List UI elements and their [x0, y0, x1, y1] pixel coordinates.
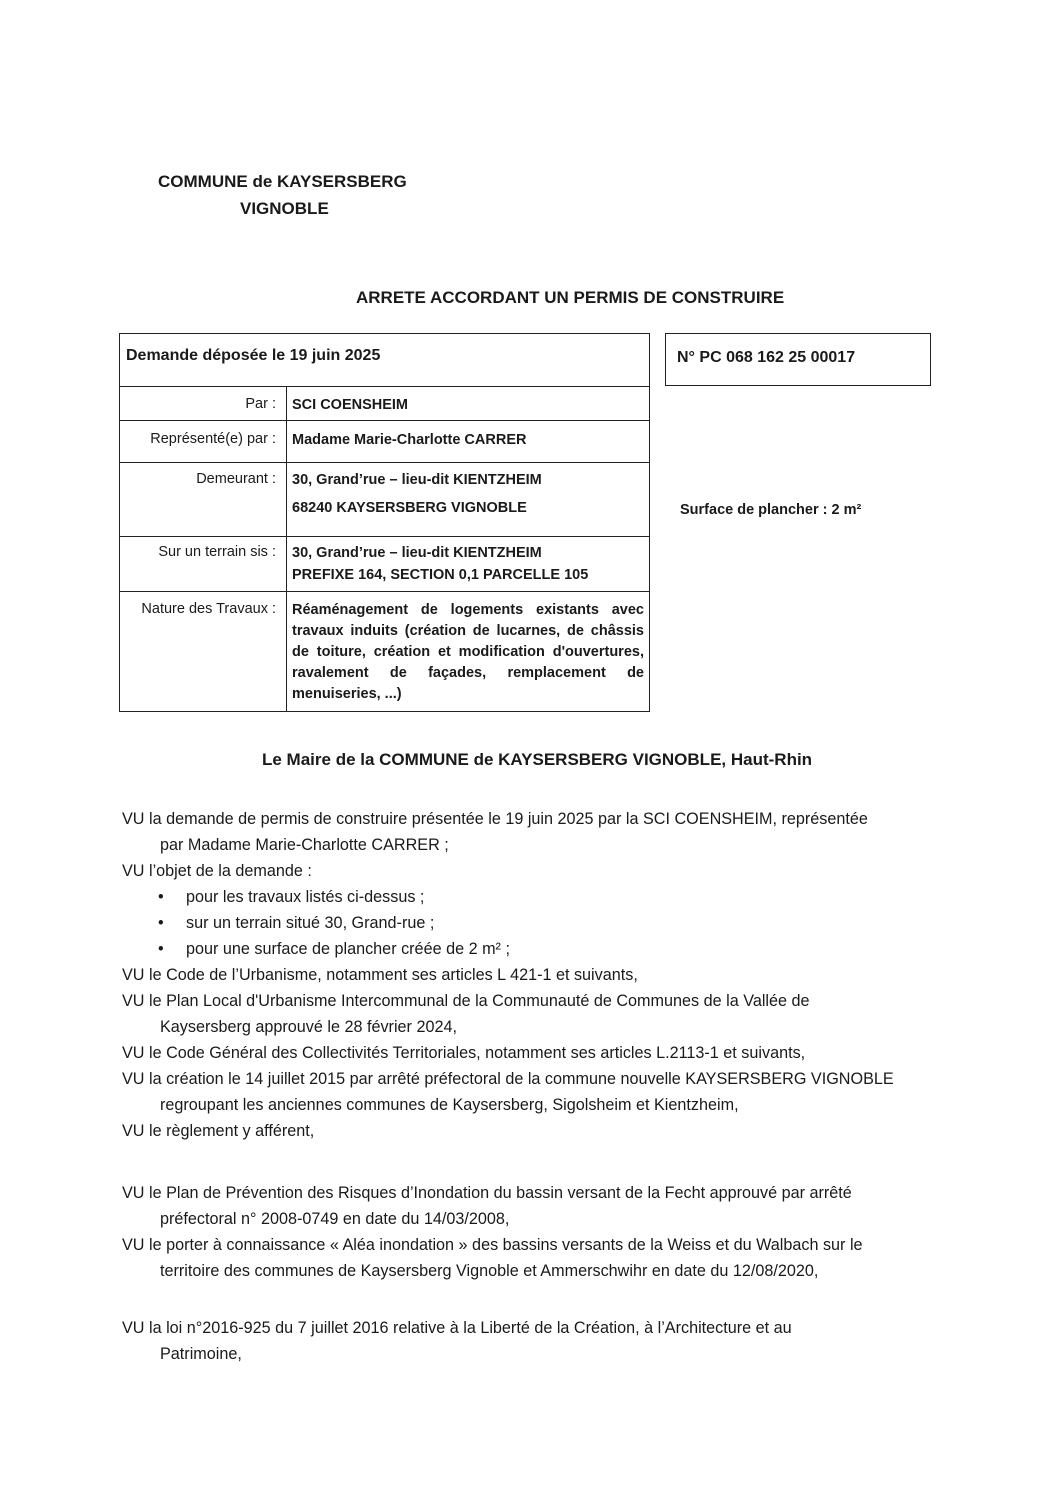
floor-surface: Surface de plancher : 2 m² — [680, 502, 862, 518]
bullet-icon: • — [158, 940, 164, 958]
row-value-land-line2: PREFIXE 164, SECTION 0,1 PARCELLE 105 — [292, 567, 589, 583]
request-table — [119, 333, 650, 712]
consideration-continuation: Kaysersberg approuvé le 28 février 2024, — [160, 1018, 457, 1036]
commune-name-line2: VIGNOBLE — [240, 199, 329, 218]
consideration-continuation: par Madame Marie-Charlotte CARRER ; — [160, 836, 449, 854]
list-item — [122, 936, 930, 962]
list-item-text: pour les travaux listés ci-dessus ; — [186, 888, 425, 906]
bullet-icon: • — [158, 914, 164, 932]
considerations-block — [122, 1315, 930, 1367]
list-item-text: pour une surface de plancher créée de 2 m² ; — [186, 940, 510, 958]
table-divider — [120, 536, 649, 537]
consideration-item: VU le Plan de Prévention des Risques d’Inondation du bassin versant de la Fecht approuvé par arrêté — [122, 1184, 852, 1202]
consideration-item: VU la création le 14 juillet 2015 par arrêté préfectoral de la commune nouvelle KAYSERSBERG VIGNOBLE — [122, 1070, 894, 1088]
consideration-continuation: territoire des communes de Kaysersberg Vignoble et Ammerschwihr en date du 12/08/2020, — [160, 1262, 819, 1280]
table-divider — [120, 462, 649, 463]
consideration-continuation: regroupant les anciennes communes de Kaysersberg, Sigolsheim et Kientzheim, — [160, 1096, 739, 1114]
commune-name — [158, 168, 407, 222]
consideration-continuation: Patrimoine, — [160, 1345, 242, 1363]
deposit-date: Demande déposée le 19 juin 2025 — [126, 347, 381, 364]
list-item — [122, 910, 930, 936]
table-column-divider — [286, 386, 287, 712]
consideration-continuation: préfectoral n° 2008-0749 en date du 14/03/2008, — [160, 1210, 510, 1228]
document-title: ARRETE ACCORDANT UN PERMIS DE CONSTRUIRE — [356, 288, 785, 307]
consideration-item: VU le Code de l’Urbanisme, notamment ses articles L 421-1 et suivants, — [122, 966, 638, 984]
permit-number: N° PC 068 162 25 00017 — [665, 333, 931, 386]
table-divider — [120, 386, 649, 387]
considerations-block — [122, 1180, 930, 1284]
mayor-heading: Le Maire de la COMMUNE de KAYSERSBERG VIGNOBLE, Haut-Rhin — [262, 750, 813, 769]
bullet-icon: • — [158, 888, 164, 906]
list-item — [122, 884, 930, 910]
table-divider — [120, 591, 649, 592]
row-value-par: SCI COENSHEIM — [292, 397, 409, 413]
consideration-item: VU la demande de permis de construire présentée le 19 juin 2025 par la SCI COENSHEIM, représentée — [122, 810, 868, 828]
row-label-par: Par : — [245, 396, 276, 412]
commune-name-line1: COMMUNE de KAYSERSBERG — [158, 172, 407, 191]
considerations-block — [122, 806, 930, 1144]
consideration-item: VU le Code Général des Collectivités Territoriales, notamment ses articles L.2113-1 et suivants, — [122, 1044, 806, 1062]
row-label-represented: Représenté(e) par : — [150, 431, 276, 447]
row-label-land: Sur un terrain sis : — [158, 544, 276, 560]
list-item-text: sur un terrain situé 30, Grand-rue ; — [186, 914, 435, 932]
consideration-item: VU l’objet de la demande : — [122, 862, 312, 880]
row-value-represented: Madame Marie-Charlotte CARRER — [292, 432, 527, 448]
consideration-item: VU le règlement y afférent, — [122, 1122, 315, 1140]
row-value-address-line2: 68240 KAYSERSBERG VIGNOBLE — [292, 500, 527, 516]
row-label-address: Demeurant : — [196, 471, 276, 487]
row-value-works: Réaménagement de logements existants avec travaux induits (création de lucarnes, de châssis de toiture, création et modification d'ouvertures, ravalement de façades, remplacement de menuiseries, ...) — [292, 602, 644, 702]
table-divider — [120, 420, 649, 421]
consideration-item: VU le porter à connaissance « Aléa inondation » des bassins versants de la Weiss et du Walbach sur le — [122, 1236, 863, 1254]
row-value-address-line1: 30, Grand’rue – lieu-dit KIENTZHEIM — [292, 472, 542, 488]
consideration-item: VU la loi n°2016-925 du 7 juillet 2016 relative à la Liberté de la Création, à l’Architecture et au — [122, 1319, 792, 1337]
consideration-item: VU le Plan Local d'Urbanisme Intercommunal de la Communauté de Communes de la Vallée de — [122, 992, 810, 1010]
row-label-works: Nature des Travaux : — [141, 601, 276, 617]
row-value-land-line1: 30, Grand’rue – lieu-dit KIENTZHEIM — [292, 545, 542, 561]
